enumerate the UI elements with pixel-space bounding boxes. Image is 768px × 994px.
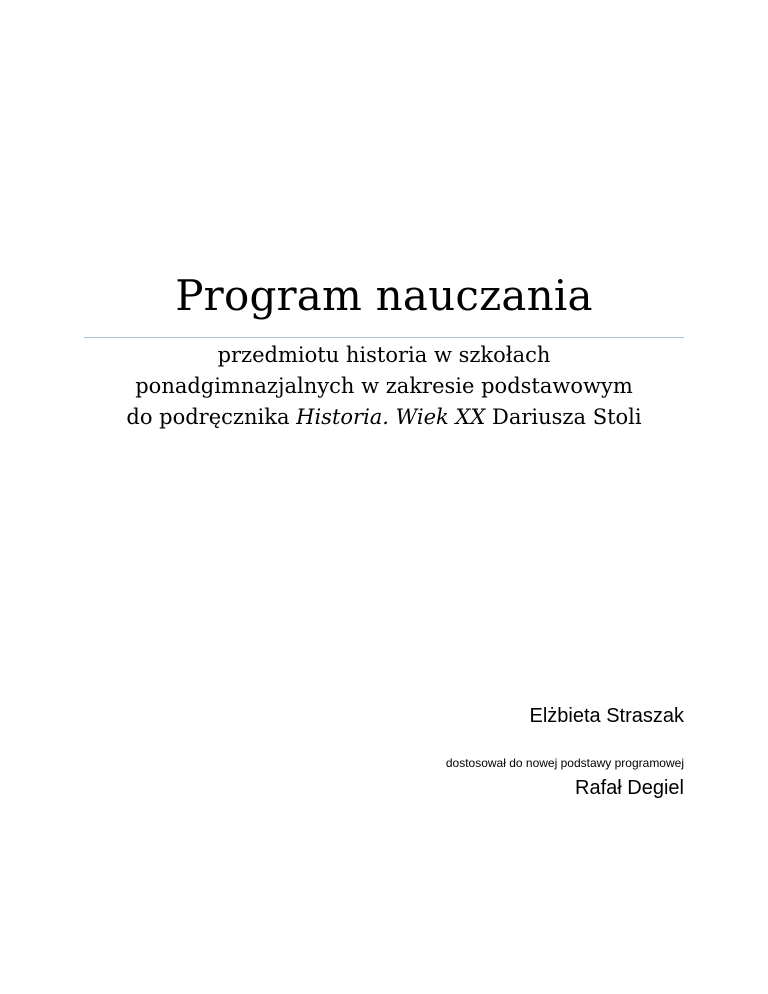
subtitle-line-2: ponadgimnazjalnych w zakresie podstawowym — [135, 374, 633, 398]
editor-name: Rafał Degiel — [575, 777, 684, 799]
subtitle-line-3-prefix: do podręcznika — [126, 405, 297, 429]
book-title-part-1: Historia. — [296, 405, 389, 429]
document-title: Program nauczania — [175, 271, 593, 320]
title-divider — [84, 337, 684, 338]
subtitle-line-3 — [74, 402, 694, 433]
book-title-part-2: Wiek XX — [395, 405, 486, 429]
subtitle-line-3-space — [389, 405, 396, 429]
subtitle-line-1: przedmiotu historia w szkołach — [217, 343, 551, 367]
author-name: Elżbieta Straszak — [529, 705, 684, 727]
subtitle-line-3-suffix: Dariusza Stoli — [485, 405, 642, 429]
adaptation-note: dostosował do nowej podstawy programowej — [445, 756, 684, 770]
document-subtitle — [74, 340, 694, 433]
